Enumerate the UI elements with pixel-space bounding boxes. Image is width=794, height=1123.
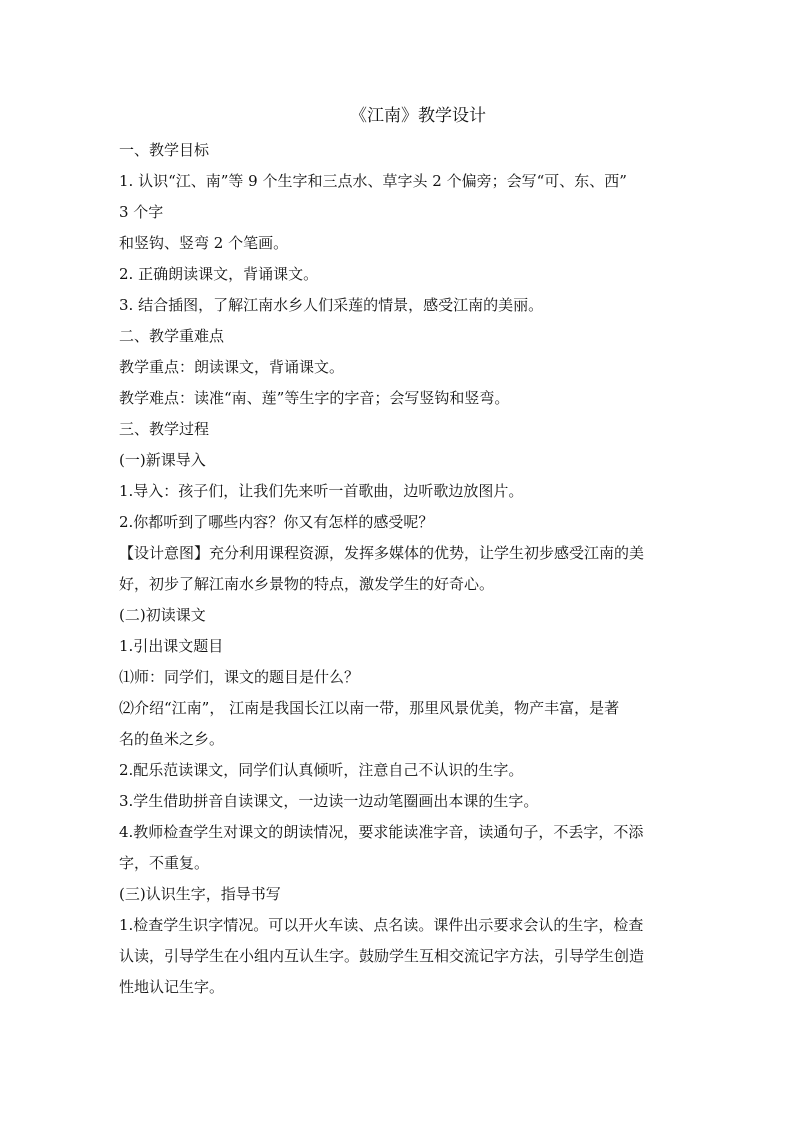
section-heading-process: 三、教学过程 — [119, 420, 210, 438]
document-title: 《江南》教学设计 — [350, 106, 486, 126]
objective-2: 2. 正确朗读课文，背诵课文。 — [119, 265, 319, 283]
difficult-point: 教学难点：读准“南、莲”等生字的字音；会写竖钩和竖弯。 — [119, 389, 510, 407]
objective-3: 3. 结合插图，了解江南水乡人们采莲的情景，感受江南的美丽。 — [119, 296, 544, 314]
reading-step-1-b-cont: 名的鱼米之乡。 — [119, 730, 225, 748]
characters-step-1-cont-2: 性地认记生字。 — [119, 978, 225, 996]
subsection-intro: (一)新课导入 — [119, 451, 206, 469]
reading-step-4-cont: 字，不重复。 — [119, 854, 210, 872]
reading-step-1-a: ⑴师：同学们，课文的题目是什么？ — [119, 668, 360, 686]
reading-step-1: 1.引出课文题目 — [119, 637, 224, 655]
objective-1-cont: 3 个字 — [119, 203, 164, 221]
intro-step-2: 2.你都听到了哪些内容？你又有怎样的感受呢？ — [119, 513, 434, 531]
subsection-characters: (三)认识生字，指导书写 — [119, 885, 281, 903]
characters-step-1-cont: 认读，引导学生在小组内互认生字。鼓励学生互相交流记字方法，引导学生创造 — [119, 947, 645, 965]
document-page — [119, 104, 679, 1003]
reading-step-2: 2.配乐范读课文，同学们认真倾听，注意自己不认识的生字。 — [119, 761, 524, 779]
reading-step-1-b: ⑵介绍“江南”， 江南是我国长江以南一带，那里风景优美，物产丰富，是著 — [119, 699, 620, 717]
section-heading-objectives: 一、教学目标 — [119, 141, 210, 159]
objective-1: 1. 认识“江、南”等 9 个生字和三点水、草字头 2 个偏旁；会写“可、东、西” — [119, 172, 627, 190]
subsection-first-reading: (二)初读课文 — [119, 606, 206, 624]
objective-1-cont-2: 和竖钩、竖弯 2 个笔画。 — [119, 234, 289, 252]
key-point: 教学重点：朗读课文，背诵课文。 — [119, 358, 345, 376]
design-intent-cont: 好，初步了解江南水乡景物的特点，激发学生的好奇心。 — [119, 575, 495, 593]
design-intent: 【设计意图】充分利用课程资源，发挥多媒体的优势，让学生初步感受江南的美 — [119, 544, 645, 562]
intro-step-1: 1.导入：孩子们，让我们先来听一首歌曲，边听歌边放图片。 — [119, 482, 524, 500]
section-heading-key-points: 二、教学重难点 — [119, 327, 225, 345]
reading-step-3: 3.学生借助拼音自读课文，一边读一边动笔圈画出本课的生字。 — [119, 792, 539, 810]
reading-step-4: 4.教师检查学生对课文的朗读情况，要求能读准字音，读通句子，不丢字，不添 — [119, 823, 644, 841]
characters-step-1: 1.检查学生识字情况。可以开火车读、点名读。课件出示要求会认的生字，检查 — [119, 916, 644, 934]
